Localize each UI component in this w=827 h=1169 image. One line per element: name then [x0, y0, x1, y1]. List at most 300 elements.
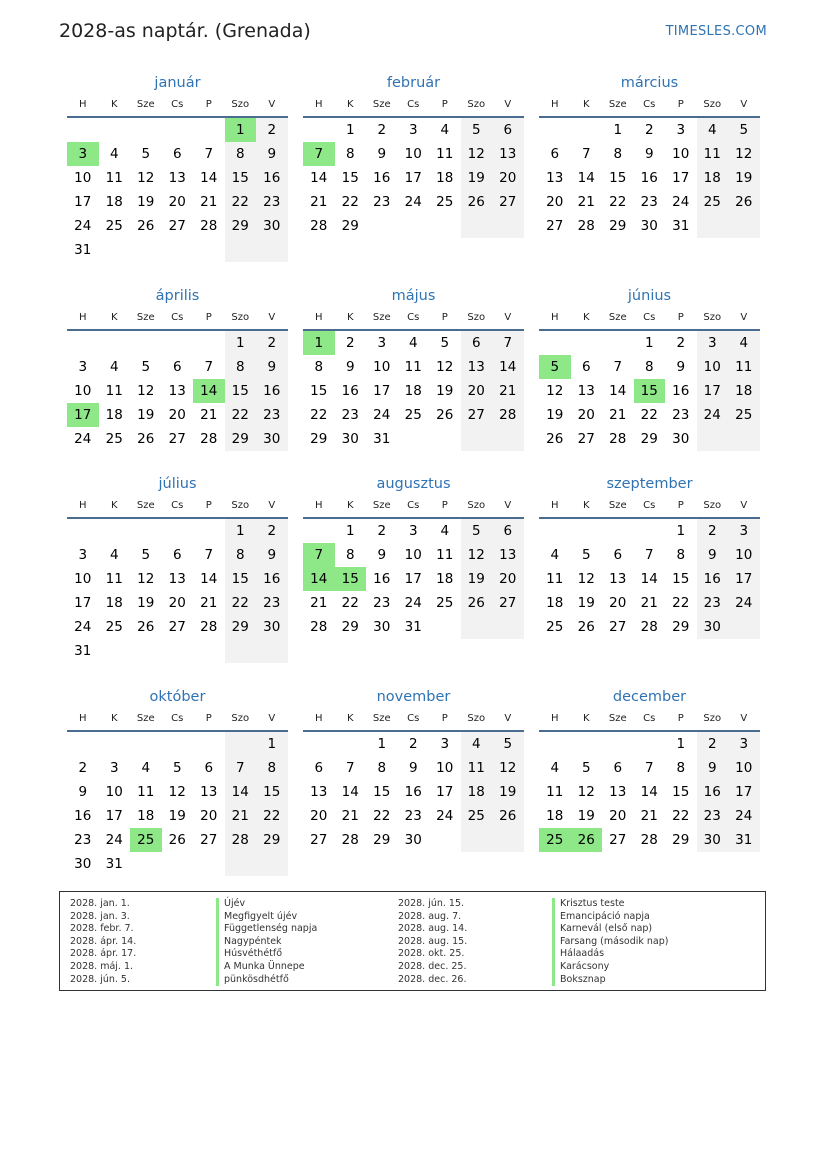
empty-day-cell — [193, 852, 225, 876]
weekday-label: Sze — [372, 99, 391, 110]
day-cell: 12 — [461, 142, 493, 166]
weekday-header — [539, 307, 760, 331]
empty-day-cell — [162, 118, 194, 142]
weekday-label: V — [268, 312, 276, 323]
empty-day-cell — [99, 118, 131, 142]
day-cell: 23 — [256, 403, 288, 427]
day-cell: 1 — [676, 523, 686, 539]
day-cell: 9 — [345, 359, 355, 375]
month-calendar — [303, 72, 524, 238]
day-cell: 22 — [225, 190, 257, 214]
day-cell: 2 — [345, 335, 355, 351]
day-cell: 10 — [74, 170, 92, 186]
empty-day-cell — [99, 732, 131, 756]
holiday-name: Újév — [216, 898, 317, 911]
month-calendar — [539, 72, 760, 238]
day-cell: 28 — [492, 403, 524, 427]
month-calendar — [539, 686, 760, 852]
day-cell: 5 — [440, 335, 450, 351]
holiday-day-cell: 1 — [225, 118, 257, 142]
day-cell: 8 — [314, 359, 324, 375]
weekday-header — [303, 307, 524, 331]
weekday-label: Cs — [643, 99, 656, 110]
month-name: január — [154, 75, 201, 91]
day-cell: 29 — [310, 431, 328, 447]
day-cell: 24 — [373, 407, 391, 423]
page-title: 2028-as naptár. (Grenada) — [59, 20, 311, 42]
day-cell: 8 — [256, 756, 288, 780]
day-cell: 15 — [672, 571, 690, 587]
day-cell: 30 — [256, 615, 288, 639]
day-cell: 30 — [74, 856, 92, 872]
holiday-day-cell: 14 — [303, 567, 335, 591]
holiday-day-cell: 7 — [303, 543, 335, 567]
day-cell: 18 — [404, 383, 422, 399]
day-grid — [539, 331, 760, 451]
day-cell: 12 — [137, 571, 155, 587]
empty-day-cell — [256, 852, 288, 876]
day-cell: 22 — [672, 808, 690, 824]
day-cell: 30 — [341, 431, 359, 447]
weekday-label: Szo — [467, 99, 486, 110]
day-cell: 30 — [256, 214, 288, 238]
day-cell: 23 — [256, 190, 288, 214]
weekday-label: Sze — [136, 713, 155, 724]
holiday-date: 2028. jún. 15. — [398, 898, 465, 909]
holiday-day-cell: 26 — [571, 828, 603, 852]
day-cell: 30 — [672, 431, 690, 447]
holiday-day-cell: 3 — [67, 142, 99, 166]
empty-day-cell — [99, 238, 131, 262]
day-cell: 11 — [105, 170, 123, 186]
holiday-date: 2028. aug. 14. — [398, 923, 468, 935]
empty-day-cell — [225, 639, 257, 663]
weekday-label: P — [677, 312, 684, 323]
empty-day-cell — [539, 519, 571, 543]
day-cell: 28 — [640, 619, 658, 635]
holiday-date: 2028. jún. 5. — [70, 973, 131, 985]
weekday-label: V — [268, 99, 276, 110]
day-cell: 15 — [225, 567, 257, 591]
day-cell: 4 — [109, 146, 119, 162]
weekday-label: H — [550, 713, 559, 724]
weekday-label: Cs — [643, 312, 656, 323]
day-cell: 18 — [105, 407, 123, 423]
day-cell: 3 — [728, 732, 760, 756]
day-cell: 25 — [105, 218, 123, 234]
day-cell: 29 — [341, 218, 359, 234]
day-cell: 13 — [200, 784, 218, 800]
empty-day-cell — [571, 118, 603, 142]
month-name: február — [386, 75, 441, 91]
holiday-day-cell: 15 — [335, 567, 367, 591]
month-calendar — [303, 473, 524, 639]
day-cell: 19 — [436, 383, 454, 399]
holiday-names-col-2 — [552, 898, 668, 986]
day-cell: 23 — [256, 591, 288, 615]
day-cell: 23 — [697, 591, 729, 615]
day-cell: 21 — [640, 808, 658, 824]
weekday-label: Szo — [467, 312, 486, 323]
day-cell: 27 — [609, 832, 627, 848]
holiday-date: 2028. ápr. 14. — [70, 935, 137, 947]
day-cell: 17 — [74, 194, 92, 210]
empty-day-cell — [398, 427, 430, 451]
weekday-label: V — [504, 500, 512, 511]
holiday-name: Függetlenség napja — [216, 923, 317, 936]
day-grid — [303, 732, 524, 852]
weekday-label: Szo — [231, 312, 250, 323]
day-cell: 7 — [225, 756, 257, 780]
weekday-header — [67, 708, 288, 732]
day-cell: 25 — [697, 190, 729, 214]
day-cell: 9 — [78, 784, 88, 800]
day-cell: 29 — [672, 619, 690, 635]
day-cell: 19 — [577, 808, 595, 824]
day-cell: 5 — [492, 732, 524, 756]
day-cell: 26 — [168, 832, 186, 848]
day-cell: 21 — [577, 194, 595, 210]
month-name: november — [376, 689, 451, 705]
day-cell: 7 — [204, 146, 214, 162]
day-cell: 13 — [492, 543, 524, 567]
day-cell: 6 — [461, 331, 493, 355]
day-cell: 24 — [404, 194, 422, 210]
day-cell: 30 — [404, 832, 422, 848]
day-cell: 13 — [609, 784, 627, 800]
empty-day-cell — [256, 639, 288, 663]
day-cell: 13 — [310, 784, 328, 800]
day-cell: 26 — [436, 407, 454, 423]
day-cell: 25 — [436, 194, 454, 210]
empty-day-cell — [193, 639, 225, 663]
day-cell: 21 — [609, 407, 627, 423]
day-cell: 9 — [676, 359, 686, 375]
brand-link[interactable]: TIMESLES.COM — [665, 24, 767, 39]
day-cell: 21 — [310, 194, 328, 210]
day-cell: 17 — [404, 170, 422, 186]
day-cell: 13 — [577, 383, 595, 399]
day-cell: 18 — [105, 595, 123, 611]
day-cell: 16 — [256, 166, 288, 190]
weekday-label: P — [205, 99, 212, 110]
day-cell: 7 — [581, 146, 591, 162]
day-cell: 4 — [550, 760, 560, 776]
day-cell: 10 — [672, 146, 690, 162]
day-cell: 2 — [78, 760, 88, 776]
day-cell: 31 — [672, 218, 690, 234]
day-cell: 24 — [672, 194, 690, 210]
day-cell: 3 — [676, 122, 686, 138]
empty-day-cell — [99, 331, 131, 355]
day-cell: 12 — [728, 142, 760, 166]
day-cell: 31 — [74, 242, 92, 258]
day-cell: 24 — [728, 804, 760, 828]
day-cell: 9 — [697, 543, 729, 567]
day-cell: 17 — [728, 780, 760, 804]
weekday-label: V — [268, 500, 276, 511]
day-cell: 16 — [341, 383, 359, 399]
day-cell: 6 — [550, 146, 560, 162]
holiday-name: Húsvéthétfő — [216, 948, 317, 961]
weekday-label: H — [314, 99, 323, 110]
weekday-label: K — [346, 99, 354, 110]
day-grid — [67, 118, 288, 262]
day-cell: 30 — [697, 828, 729, 852]
empty-day-cell — [728, 615, 760, 639]
day-grid — [539, 519, 760, 639]
day-cell: 4 — [408, 335, 418, 351]
day-cell: 1 — [613, 122, 623, 138]
day-cell: 11 — [697, 142, 729, 166]
holiday-date: 2028. febr. 7. — [70, 923, 134, 935]
day-cell: 16 — [672, 383, 690, 399]
day-cell: 2 — [697, 732, 729, 756]
day-cell: 13 — [461, 355, 493, 379]
weekday-label: K — [346, 713, 354, 724]
day-cell: 2 — [256, 118, 288, 142]
day-cell: 29 — [640, 431, 658, 447]
day-cell: 18 — [546, 595, 564, 611]
day-cell: 14 — [640, 784, 658, 800]
month-name: április — [155, 288, 200, 304]
empty-day-cell — [398, 214, 430, 238]
weekday-label: K — [582, 312, 590, 323]
day-cell: 11 — [546, 784, 564, 800]
holiday-name: Emancipáció napja — [552, 911, 668, 924]
day-cell: 19 — [461, 166, 493, 190]
empty-day-cell — [492, 214, 524, 238]
empty-day-cell — [193, 238, 225, 262]
weekday-label: H — [314, 500, 323, 511]
empty-day-cell — [303, 732, 335, 756]
day-cell: 27 — [461, 403, 493, 427]
weekday-label: H — [78, 713, 87, 724]
day-cell: 18 — [697, 166, 729, 190]
empty-day-cell — [429, 615, 461, 639]
weekday-label: V — [268, 713, 276, 724]
day-cell: 11 — [546, 571, 564, 587]
day-cell: 27 — [200, 832, 218, 848]
day-grid — [303, 331, 524, 451]
day-cell: 5 — [141, 359, 151, 375]
day-cell: 2 — [256, 331, 288, 355]
weekday-label: H — [314, 312, 323, 323]
weekday-header — [539, 94, 760, 118]
empty-day-cell — [130, 118, 162, 142]
day-cell: 27 — [168, 619, 186, 635]
day-cell: 16 — [74, 808, 92, 824]
day-cell: 15 — [256, 780, 288, 804]
day-cell: 30 — [256, 427, 288, 451]
day-cell: 5 — [728, 118, 760, 142]
day-cell: 3 — [728, 519, 760, 543]
day-cell: 30 — [640, 218, 658, 234]
holiday-dates-col-2 — [398, 898, 467, 986]
day-cell: 16 — [697, 780, 729, 804]
day-cell: 27 — [492, 190, 524, 214]
day-cell: 27 — [609, 619, 627, 635]
day-cell: 16 — [404, 784, 422, 800]
empty-day-cell — [492, 828, 524, 852]
holiday-name: Megfigyelt újév — [216, 911, 317, 924]
empty-day-cell — [461, 427, 493, 451]
empty-day-cell — [539, 331, 571, 355]
weekday-label: Cs — [407, 713, 420, 724]
day-cell: 11 — [105, 571, 123, 587]
day-cell: 8 — [345, 547, 355, 563]
day-grid — [303, 519, 524, 639]
month-calendar — [539, 473, 760, 639]
weekday-label: Cs — [407, 500, 420, 511]
weekday-label: Cs — [407, 312, 420, 323]
day-cell: 6 — [172, 146, 182, 162]
day-cell: 1 — [345, 122, 355, 138]
empty-day-cell — [193, 732, 225, 756]
day-cell: 8 — [377, 760, 387, 776]
day-cell: 24 — [74, 431, 92, 447]
empty-day-cell — [539, 118, 571, 142]
day-cell: 23 — [373, 194, 391, 210]
holiday-name: Karácsony — [552, 961, 668, 974]
day-cell: 20 — [200, 808, 218, 824]
day-cell: 15 — [672, 784, 690, 800]
day-cell: 13 — [168, 383, 186, 399]
day-cell: 26 — [137, 619, 155, 635]
empty-day-cell — [99, 519, 131, 543]
day-cell: 1 — [644, 335, 654, 351]
empty-day-cell — [697, 427, 729, 451]
weekday-label: P — [441, 500, 448, 511]
day-cell: 11 — [137, 784, 155, 800]
day-cell: 17 — [697, 379, 729, 403]
day-cell: 7 — [613, 359, 623, 375]
day-cell: 9 — [256, 543, 288, 567]
day-cell: 12 — [492, 756, 524, 780]
day-cell: 19 — [137, 407, 155, 423]
month-calendar — [539, 285, 760, 451]
day-cell: 14 — [640, 571, 658, 587]
holiday-date: 2028. aug. 7. — [398, 910, 462, 922]
day-cell: 21 — [200, 194, 218, 210]
empty-day-cell — [461, 828, 493, 852]
holiday-name: Karnevál (első nap) — [552, 923, 668, 936]
day-cell: 12 — [577, 784, 595, 800]
day-cell: 4 — [141, 760, 151, 776]
empty-day-cell — [130, 238, 162, 262]
holiday-name: Krisztus teste — [552, 898, 668, 911]
empty-day-cell — [130, 331, 162, 355]
weekday-label: P — [677, 99, 684, 110]
empty-day-cell — [193, 118, 225, 142]
weekday-label: Szo — [467, 500, 486, 511]
day-cell: 6 — [172, 547, 182, 563]
weekday-label: H — [550, 99, 559, 110]
day-cell: 1 — [225, 519, 257, 543]
holiday-name: Nagypéntek — [216, 936, 317, 949]
day-cell: 22 — [310, 407, 328, 423]
day-cell: 3 — [440, 736, 450, 752]
holiday-date: 2028. máj. 1. — [70, 960, 134, 972]
weekday-label: P — [205, 500, 212, 511]
day-cell: 20 — [168, 194, 186, 210]
day-cell: 8 — [225, 355, 257, 379]
day-cell: 7 — [345, 760, 355, 776]
weekday-header — [539, 708, 760, 732]
day-cell: 17 — [404, 571, 422, 587]
day-cell: 25 — [546, 619, 564, 635]
weekday-label: Cs — [171, 713, 184, 724]
day-cell: 19 — [137, 595, 155, 611]
holiday-name: Farsang (második nap) — [552, 936, 668, 949]
empty-day-cell — [366, 214, 398, 238]
day-cell: 10 — [373, 359, 391, 375]
day-cell: 26 — [577, 619, 595, 635]
day-cell: 8 — [613, 146, 623, 162]
day-cell: 10 — [697, 355, 729, 379]
month-calendar — [67, 473, 288, 663]
day-cell: 19 — [577, 595, 595, 611]
day-cell: 6 — [204, 760, 214, 776]
empty-day-cell — [571, 732, 603, 756]
day-cell: 22 — [341, 194, 359, 210]
day-cell: 31 — [404, 619, 422, 635]
day-cell: 12 — [546, 383, 564, 399]
day-cell: 6 — [492, 519, 524, 543]
day-cell: 27 — [492, 591, 524, 615]
day-cell: 5 — [172, 760, 182, 776]
weekday-label: H — [550, 312, 559, 323]
day-cell: 2 — [377, 122, 387, 138]
day-cell: 9 — [408, 760, 418, 776]
empty-day-cell — [67, 118, 99, 142]
empty-day-cell — [728, 427, 760, 451]
holiday-date: 2028. ápr. 17. — [70, 948, 137, 960]
day-cell: 2 — [256, 519, 288, 543]
day-cell: 29 — [225, 615, 257, 639]
empty-day-cell — [728, 214, 760, 238]
day-cell: 22 — [256, 804, 288, 828]
empty-day-cell — [571, 519, 603, 543]
day-cell: 19 — [546, 407, 564, 423]
day-cell: 20 — [461, 379, 493, 403]
empty-day-cell — [303, 118, 335, 142]
holiday-name: Hálaadás — [552, 948, 668, 961]
weekday-label: V — [740, 312, 748, 323]
weekday-label: K — [346, 312, 354, 323]
empty-day-cell — [492, 615, 524, 639]
day-cell: 5 — [581, 547, 591, 563]
empty-day-cell — [697, 214, 729, 238]
day-grid — [303, 118, 524, 238]
day-cell: 5 — [461, 118, 493, 142]
day-cell: 8 — [225, 543, 257, 567]
empty-day-cell — [162, 519, 194, 543]
day-cell: 4 — [109, 547, 119, 563]
weekday-label: K — [582, 713, 590, 724]
day-cell: 25 — [436, 595, 454, 611]
day-cell: 27 — [577, 431, 595, 447]
empty-day-cell — [225, 732, 257, 756]
empty-day-cell — [130, 732, 162, 756]
day-cell: 6 — [581, 359, 591, 375]
day-cell: 27 — [310, 832, 328, 848]
weekday-header — [67, 495, 288, 519]
empty-day-cell — [99, 639, 131, 663]
day-cell: 19 — [492, 780, 524, 804]
weekday-label: H — [550, 500, 559, 511]
weekday-header — [303, 94, 524, 118]
